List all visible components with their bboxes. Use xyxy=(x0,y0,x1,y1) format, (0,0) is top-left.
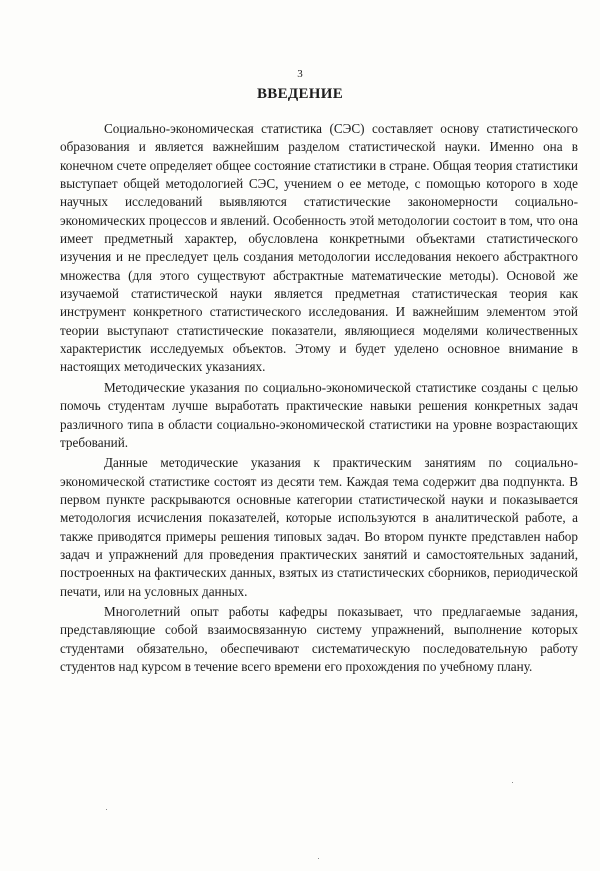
page-number: 3 xyxy=(297,68,303,80)
scan-speck xyxy=(512,782,513,783)
scan-speck xyxy=(106,809,107,810)
page-title: ВВЕДЕНИЕ xyxy=(256,86,344,102)
paragraph-purpose: Методические указания по социально-экономической статистике созданы с целью помочь студентам лучше выработать практические навыки решения конкретных задач различного типа в области социально-экономической статистики на уровне возрастающих требований. xyxy=(60,379,578,450)
paragraph-intro: Социально-экономическая статистика (СЭС) составляет основу статистического образования и является важнейшим разделом статистической науки. Именно она в конечном счете определяет общее состояние статистики в стране. Общая теория статистики выступает общей методологией СЭС, учением о ее методе, с помощью которого в ходе научных исследований выявляются статистические закономерности социально-экономических процессов и явлений. Особенность этой методологии состоит в том, что она имеет предметный характер, обусловлена конкретными объектами статистического изучения и не преследует цель создания методологии исследования некоего абстрактного множества (для этого существуют абстрактные математические методы). Основой же изучаемой статистической науки является предметная статистическая теория как инструмент конкретного статистического исследования. И важнейшим элементом этой теории выступают статистические показатели, являющиеся моделями количественных характеристик исследуемых объектов. Этому и будет уделено основное внимание в настоящих методических указаниях. xyxy=(60,121,578,375)
body-text xyxy=(60,120,578,676)
scan-speck xyxy=(318,858,319,859)
paragraph-structure: Данные методические указания к практическим занятиям по социально-экономической статистике состоят из десяти тем. Каждая тема содержит два подпункта. В первом пункте раскрываются основные категории статистической науки и показывается методология исчисления показателей, которые используются в аналитической работе, а также приводятся примеры решения типовых задач. Во втором пункте представлен набор задач и упражнений для проведения практических занятий и самостоятельных заданий, построенных на фактических данных, взятых из статистических сборников, периодической печати, или на условных данных. xyxy=(60,455,578,599)
paragraph-experience: Многолетний опыт работы кафедры показывает, что предлагаемые задания, представляющие собой взаимосвязанную систему упражнений, выполнение которых студентами обязательно, обеспечивают систематическую последовательную работу студентов над курсом в течение всего времени его прохождения по учебному плану. xyxy=(60,603,578,674)
